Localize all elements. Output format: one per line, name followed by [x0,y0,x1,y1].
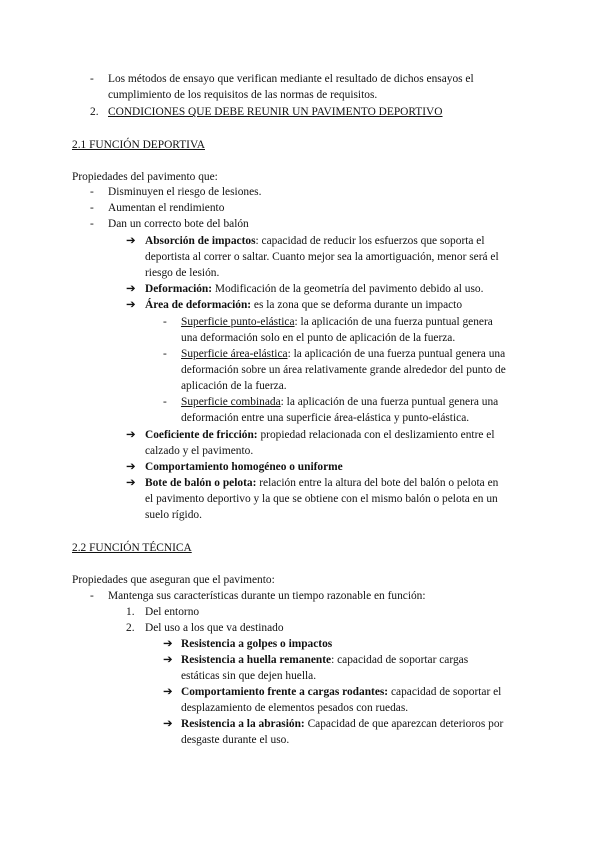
golpes-line [181,636,332,652]
bote-line-2: el pavimento deportivo y la que se obtiene con el mismo balón o pelota en un [145,493,498,505]
list-item: Dan un correcto bote del balón [108,218,249,230]
arrow-icon: ➔ [126,299,136,311]
bullet-dash: - [163,396,167,408]
abrasion-line-1: Resistencia a la abrasión: Capacidad de que aparezcan deterioros por [181,718,504,730]
arrow-icon: ➔ [126,461,136,473]
subitem-line-2: deformación sobre un área relativamente grande alrededor del punto de [181,364,506,376]
intro-line-2: cumplimiento de los requisitos de las normas de requisitos. [108,89,378,101]
bullet-dash: - [163,316,167,328]
list-item: Aumentan el rendimiento [108,202,225,214]
bullet-dash: - [90,202,94,214]
arrow-icon: ➔ [126,477,136,489]
area-line: Área de deformación: es la zona que se deforma durante un impacto [145,299,463,311]
term-area-elastica: Superficie área-elástica [181,348,288,360]
term-combinada: Superficie combinada [181,396,281,408]
term-area: Área de deformación: [145,299,252,311]
numbered-item: Del entorno [145,606,200,618]
homogeneo-line [145,459,343,475]
term-homogeneo: Comportamiento homogéneo o uniforme [145,461,343,473]
section-number: 2. [90,106,99,118]
huella-line-1: Resistencia a huella remanente: capacidad de soportar cargas [181,654,469,666]
section-title: CONDICIONES QUE DEBE REUNIR UN PAVIMENTO DEPORTIVO [108,106,443,118]
subitem-line-3: aplicación de la fuerza. [181,380,287,392]
arrow-icon: ➔ [126,429,136,441]
s21-intro: Propiedades del pavimento que: [72,171,218,183]
abrasion-line-2: desgaste durante el uso. [181,734,290,746]
arrow-icon: ➔ [126,283,136,295]
term-punto-elastica: Superficie punto-elástica [181,316,295,328]
rodantes-line-2: desplazamiento de elementos pesados con ruedas. [181,702,409,714]
heading-funcion-deportiva: 2.1 FUNCIÓN DEPORTIVA [72,139,205,151]
huella-line-2: estáticas sin que dejen huella. [181,670,317,682]
bullet-dash: - [90,73,94,85]
term-absorcion: Absorción de impactos [145,235,256,247]
term-abrasion: Resistencia a la abrasión: [181,718,305,730]
absorcion-line-2: deportista al correr o saltar. Cuanto mejor sea la amortiguación, menor será el [145,251,499,263]
friccion-line-2: calzado y el pavimento. [145,445,254,457]
bullet-dash: - [90,186,94,198]
arrow-icon: ➔ [163,654,173,666]
subitem-line-2: deformación entre una superficie área-elástica y punto-elástica. [181,412,470,424]
term-deformacion: Deformación: [145,283,213,295]
term-friccion: Coeficiente de fricción: [145,429,258,441]
term-bote: Bote de balón o pelota: [145,477,257,489]
arrow-icon: ➔ [163,718,173,730]
arrow-icon: ➔ [126,235,136,247]
subitem-line-1: Superficie combinada: la aplicación de una fuerza puntual genera una [181,396,499,408]
term-golpes: Resistencia a golpes o impactos [181,638,333,650]
arrow-icon: ➔ [163,686,173,698]
subitem-line-2: una deformación solo en el punto de aplicación de la fuerza. [181,332,456,344]
term-huella: Resistencia a huella remanente [181,654,332,666]
s22-intro: Propiedades que aseguran que el pavimento: [72,574,275,586]
bote-line-3: suelo rígido. [145,509,202,521]
list-number: 2. [126,622,135,634]
list-item: Disminuyen el riesgo de lesiones. [108,186,262,198]
rodantes-line-1: Comportamiento frente a cargas rodantes: capacidad de soportar el [181,686,502,698]
bote-line-1: Bote de balón o pelota: relación entre la altura del bote del balón o pelota en [145,477,499,489]
deformacion-line: Deformación: Modificación de la geometría del pavimento debido al uso. [145,283,484,295]
arrow-icon: ➔ [163,638,173,650]
term-rodantes: Comportamiento frente a cargas rodantes: [181,686,389,698]
list-item: Mantenga sus características durante un tiempo razonable en función: [108,590,426,602]
absorcion-line-3: riesgo de lesión. [145,267,220,279]
bullet-dash: - [90,218,94,230]
intro-line-1: Los métodos de ensayo que verifican mediante el resultado de dichos ensayos el [108,73,474,85]
numbered-item: Del uso a los que va destinado [145,622,284,634]
friccion-line-1: Coeficiente de fricción: propiedad relacionada con el deslizamiento entre el [145,429,495,441]
subitem-line-1: Superficie punto-elástica: la aplicación de una fuerza puntual genera [181,316,493,328]
subitem-line-1: Superficie área-elástica: la aplicación de una fuerza puntual genera una [181,348,506,360]
bullet-dash: - [163,348,167,360]
absorcion-line-1: Absorción de impactos: capacidad de reducir los esfuerzos que soporta el [145,235,485,247]
bullet-dash: - [90,590,94,602]
list-number: 1. [126,606,135,618]
heading-funcion-tecnica: 2.2 FUNCIÓN TÉCNICA [72,542,192,554]
